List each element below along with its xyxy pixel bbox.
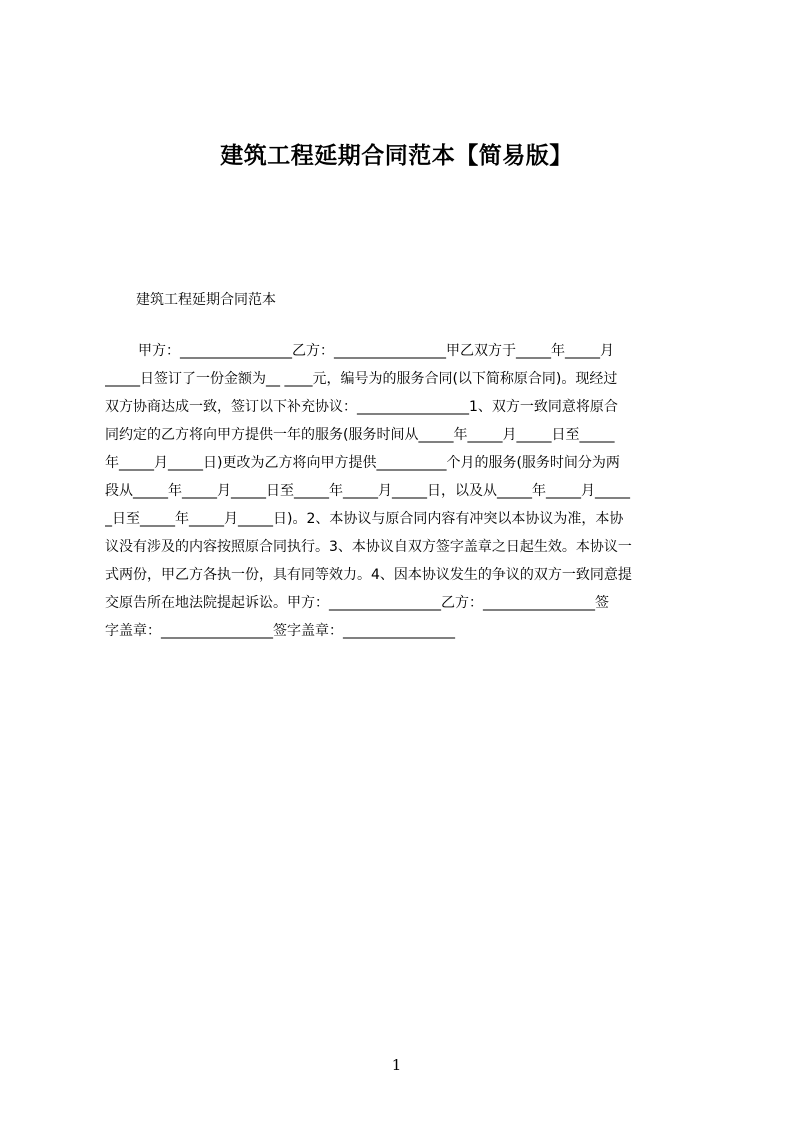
body-line: 甲方：________________乙方：________________甲乙双方于_____年_____月 xyxy=(138,343,614,359)
document-title: 建筑工程延期合同范本【简易版】 xyxy=(220,143,573,169)
body-line: 交原告所在地法院提起诉讼。甲方：________________乙方：________________签 xyxy=(105,595,609,611)
body-line: 式两份，甲乙方各执一份，具有同等效力。4、因本协议发生的争议的双方一致同意提 xyxy=(105,567,632,583)
body-line: 段从_____年_____月_____日至_____年_____月_____日，以及从_____年_____月_____ xyxy=(105,483,630,499)
body-line: 字盖章：________________签字盖章：________________ xyxy=(105,623,455,639)
body-line: 双方协商达成一致，签订以下补充协议：________________1、双方一致同意将原合 xyxy=(105,399,618,415)
body-line: _日至_____年_____月_____日)。2、本协议与原合同内容有冲突以本协议为准，本协 xyxy=(105,511,624,527)
page-number: 1 xyxy=(391,1056,402,1074)
body-line: 议没有涉及的内容按照原合同执行。3、本协议自双方签字盖章之日起生效。本协议一 xyxy=(105,539,632,555)
body-line: _____日签订了一份金额为__ ____元，编号为的服务合同(以下简称原合同)。现经过 xyxy=(105,371,618,387)
body-line: 年_____月_____日)更改为乙方将向甲方提供__________个月的服务(服务时间分为两 xyxy=(105,455,620,471)
document-subtitle: 建筑工程延期合同范本 xyxy=(136,292,276,308)
body-line: 同约定的乙方将向甲方提供一年的服务(服务时间从_____年_____月_____日至_____ xyxy=(105,427,615,443)
